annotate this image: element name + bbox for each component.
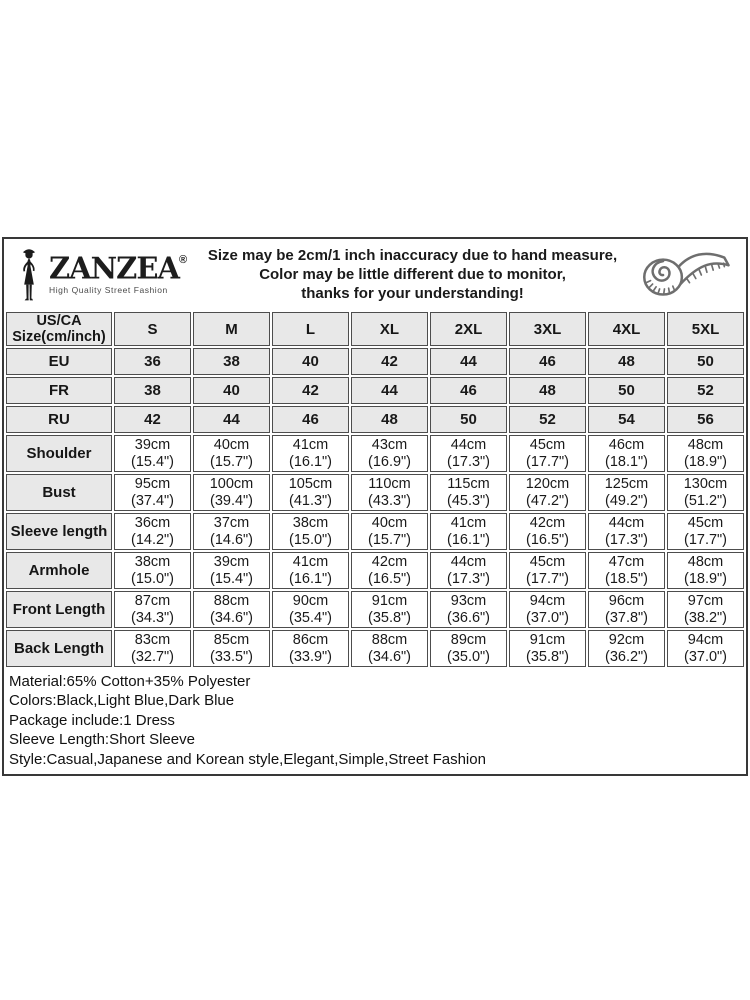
detail-line: Material:65% Cotton+35% Polyester bbox=[9, 673, 251, 690]
measurement-cell: 45cm (17.7") bbox=[509, 552, 586, 589]
measurement-cell: 46cm (18.1") bbox=[588, 435, 665, 472]
measurement-cell: 86cm (33.9") bbox=[272, 630, 349, 667]
notice-line-3: thanks for your understanding! bbox=[301, 285, 524, 302]
row-front-length bbox=[6, 591, 744, 628]
measurement-cell: 41cm (16.1") bbox=[272, 435, 349, 472]
size-column-header-4xl: 4XL bbox=[588, 312, 665, 346]
row-bust bbox=[6, 474, 744, 511]
row-label: Shoulder bbox=[6, 435, 112, 472]
measurement-cell: 45cm (17.7") bbox=[667, 513, 744, 550]
measurement-cell: 96cm (37.8") bbox=[588, 591, 665, 628]
measurement-cell: 92cm (36.2") bbox=[588, 630, 665, 667]
detail-line: Package include:1 Dress bbox=[9, 711, 175, 729]
row-back-length bbox=[6, 630, 744, 667]
brand-header bbox=[4, 239, 746, 310]
corner-header: US/CA Size(cm/inch) bbox=[6, 312, 112, 346]
size-column-header-xl: XL bbox=[351, 312, 428, 346]
brand-logo bbox=[14, 247, 187, 303]
size-table bbox=[4, 310, 746, 669]
size-column-header-5xl: 5XL bbox=[667, 312, 744, 346]
row-shoulder bbox=[6, 435, 744, 472]
measurement-cell: 44cm (17.3") bbox=[588, 513, 665, 550]
detail-line: Style:Casual,Japanese and Korean style,Elegant,Simple,Street Fashion bbox=[9, 750, 486, 768]
row-ru bbox=[6, 406, 744, 433]
measurement-cell: 41cm (16.1") bbox=[430, 513, 507, 550]
size-value-cell: 48 bbox=[588, 348, 665, 375]
measurement-cell: 97cm (38.2") bbox=[667, 591, 744, 628]
size-value-cell: 46 bbox=[272, 406, 349, 433]
measurement-cell: 89cm (35.0") bbox=[430, 630, 507, 667]
measurement-cell: 87cm (34.3") bbox=[114, 591, 191, 628]
size-column-header-3xl: 3XL bbox=[509, 312, 586, 346]
size-value-cell: 42 bbox=[272, 377, 349, 404]
size-value-cell: 38 bbox=[193, 348, 270, 375]
row-label: Sleeve length bbox=[6, 513, 112, 550]
measurement-cell: 43cm (16.9") bbox=[351, 435, 428, 472]
measurement-cell: 36cm (14.2") bbox=[114, 513, 191, 550]
measurement-cell: 110cm (43.3") bbox=[351, 474, 428, 511]
row-armhole bbox=[6, 552, 744, 589]
measurement-cell: 41cm (16.1") bbox=[272, 552, 349, 589]
brand-tagline: High Quality Street Fashion bbox=[49, 285, 168, 295]
measure-notice bbox=[187, 246, 638, 303]
size-value-cell: 44 bbox=[430, 348, 507, 375]
measurement-cell: 83cm (32.7") bbox=[114, 630, 191, 667]
size-value-cell: 48 bbox=[351, 406, 428, 433]
measurement-cell: 39cm (15.4") bbox=[114, 435, 191, 472]
measurement-cell: 39cm (15.4") bbox=[193, 552, 270, 589]
measurement-cell: 85cm (33.5") bbox=[193, 630, 270, 667]
measurement-cell: 44cm (17.3") bbox=[430, 552, 507, 589]
size-value-cell: 50 bbox=[588, 377, 665, 404]
measurement-cell: 94cm (37.0") bbox=[667, 630, 744, 667]
measurement-cell: 91cm (35.8") bbox=[351, 591, 428, 628]
measurement-cell: 48cm (18.9") bbox=[667, 435, 744, 472]
size-value-cell: 40 bbox=[272, 348, 349, 375]
size-value-cell: 50 bbox=[667, 348, 744, 375]
size-value-cell: 46 bbox=[509, 348, 586, 375]
size-value-cell: 52 bbox=[667, 377, 744, 404]
size-value-cell: 42 bbox=[351, 348, 428, 375]
measurement-cell: 90cm (35.4") bbox=[272, 591, 349, 628]
detail-line: Sleeve Length:Short Sleeve bbox=[9, 731, 195, 749]
measurement-cell: 93cm (36.6") bbox=[430, 591, 507, 628]
measurement-cell: 47cm (18.5") bbox=[588, 552, 665, 589]
size-value-cell: 46 bbox=[430, 377, 507, 404]
measurement-cell: 40cm (15.7") bbox=[351, 513, 428, 550]
size-value-cell: 40 bbox=[193, 377, 270, 404]
measurement-cell: 105cm (41.3") bbox=[272, 474, 349, 511]
logo-text bbox=[49, 250, 188, 295]
measurement-cell: 38cm (15.0") bbox=[272, 513, 349, 550]
product-details bbox=[4, 669, 746, 774]
row-label: Bust bbox=[6, 474, 112, 511]
size-value-cell: 56 bbox=[667, 406, 744, 433]
measurement-cell: 130cm (51.2") bbox=[667, 474, 744, 511]
fashion-woman-icon bbox=[14, 247, 44, 303]
measurement-cell: 125cm (49.2") bbox=[588, 474, 665, 511]
measurement-cell: 94cm (37.0") bbox=[509, 591, 586, 628]
measurement-cell: 95cm (37.4") bbox=[114, 474, 191, 511]
row-fr bbox=[6, 377, 744, 404]
size-column-header-s: S bbox=[114, 312, 191, 346]
size-column-header-2xl: 2XL bbox=[430, 312, 507, 346]
row-label: Front Length bbox=[6, 591, 112, 628]
measurement-cell: 48cm (18.9") bbox=[667, 552, 744, 589]
measurement-cell: 45cm (17.7") bbox=[509, 435, 586, 472]
measurement-cell: 38cm (15.0") bbox=[114, 552, 191, 589]
notice-line-2: Color may be little different due to monitor, bbox=[259, 266, 566, 283]
measurement-cell: 120cm (47.2") bbox=[509, 474, 586, 511]
row-label: Back Length bbox=[6, 630, 112, 667]
size-value-cell: 54 bbox=[588, 406, 665, 433]
row-label: RU bbox=[6, 406, 112, 433]
size-column-header-m: M bbox=[193, 312, 270, 346]
measurement-cell: 42cm (16.5") bbox=[509, 513, 586, 550]
measuring-tape-icon bbox=[638, 246, 732, 304]
measurement-cell: 88cm (34.6") bbox=[351, 630, 428, 667]
row-label: FR bbox=[6, 377, 112, 404]
detail-line: Colors:Black,Light Blue,Dark Blue bbox=[9, 692, 235, 710]
size-value-cell: 42 bbox=[114, 406, 191, 433]
size-value-cell: 44 bbox=[193, 406, 270, 433]
measurement-cell: 100cm (39.4") bbox=[193, 474, 270, 511]
brand-wordmark: ZANZEA bbox=[49, 250, 179, 286]
size-value-cell: 38 bbox=[114, 377, 191, 404]
size-value-cell: 50 bbox=[430, 406, 507, 433]
size-value-cell: 48 bbox=[509, 377, 586, 404]
size-table-header-row bbox=[6, 312, 744, 346]
measurement-cell: 91cm (35.8") bbox=[509, 630, 586, 667]
size-column-header-l: L bbox=[272, 312, 349, 346]
measurement-cell: 42cm (16.5") bbox=[351, 552, 428, 589]
row-label: EU bbox=[6, 348, 112, 375]
size-value-cell: 52 bbox=[509, 406, 586, 433]
measurement-cell: 44cm (17.3") bbox=[430, 435, 507, 472]
row-eu bbox=[6, 348, 744, 375]
measurement-cell: 40cm (15.7") bbox=[193, 435, 270, 472]
measurement-cell: 115cm (45.3") bbox=[430, 474, 507, 511]
size-value-cell: 44 bbox=[351, 377, 428, 404]
row-label: Armhole bbox=[6, 552, 112, 589]
size-chart-sheet bbox=[2, 237, 748, 776]
registered-trademark: ® bbox=[178, 254, 188, 266]
size-value-cell: 36 bbox=[114, 348, 191, 375]
notice-line-1: Size may be 2cm/1 inch inaccuracy due to hand measure, bbox=[207, 247, 618, 264]
row-sleeve-length bbox=[6, 513, 744, 550]
measurement-cell: 37cm (14.6") bbox=[193, 513, 270, 550]
measurement-cell: 88cm (34.6") bbox=[193, 591, 270, 628]
